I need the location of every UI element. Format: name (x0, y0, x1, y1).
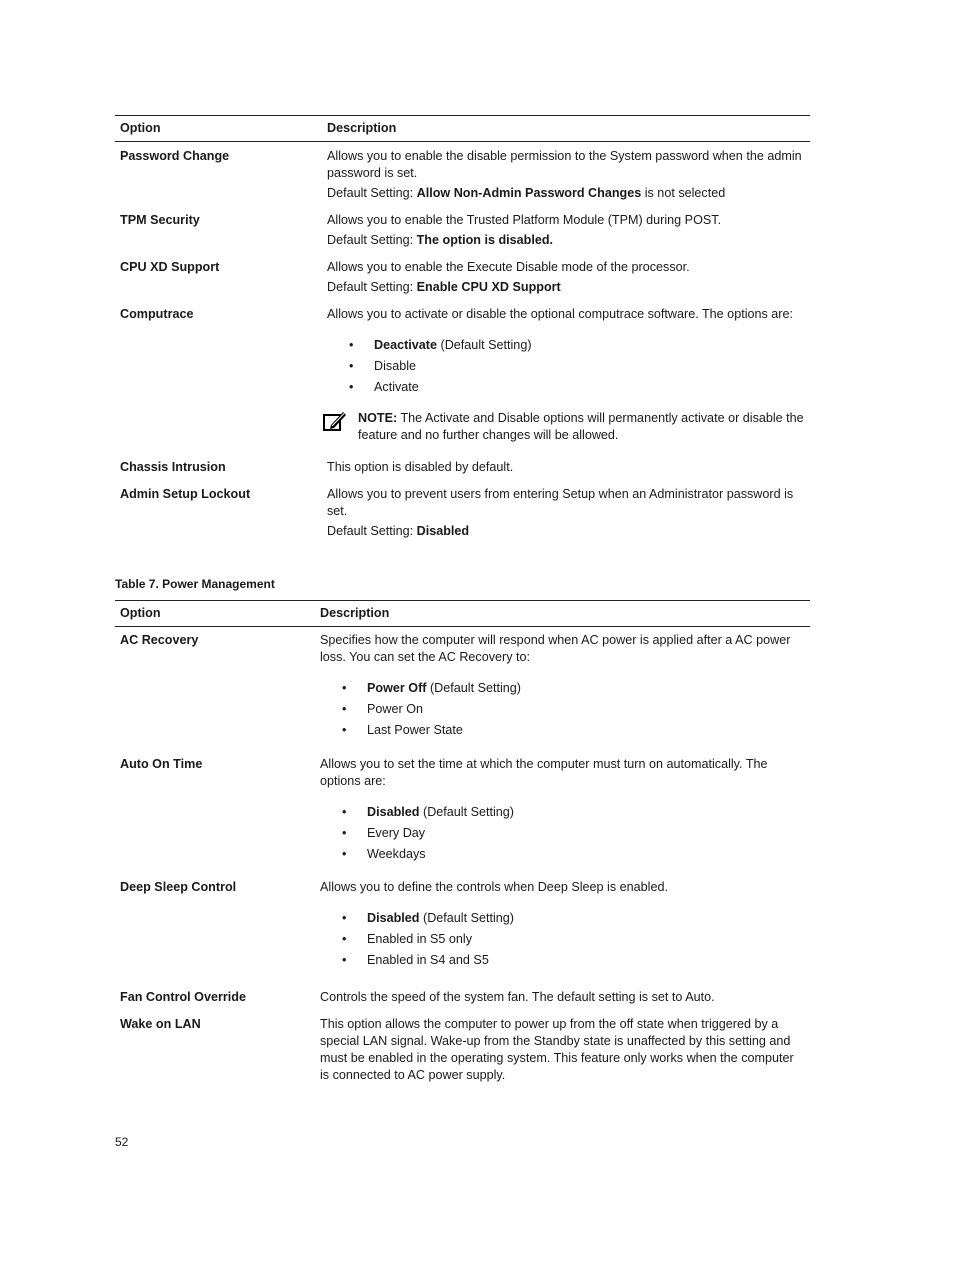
option-description (320, 989, 810, 1006)
note-label: NOTE: (358, 411, 398, 425)
item-rest: (Default Setting) (419, 911, 514, 925)
list-item: • Enabled in S5 only (320, 929, 806, 950)
default-value: Enable CPU XD Support (416, 280, 561, 294)
note-text (358, 410, 806, 444)
note-pencil-icon (323, 410, 353, 434)
list-item: • Every Day (320, 823, 806, 844)
description-text: Allows you to enable the Execute Disable mode of the processor. (327, 260, 690, 274)
option-description (327, 459, 810, 476)
item-rest: (Default Setting) (419, 805, 514, 819)
table-row (115, 1016, 810, 1084)
table-row (115, 632, 810, 741)
table-caption: Table 7. Power Management (115, 577, 275, 591)
list-item (320, 802, 806, 823)
header-option: Option (120, 121, 161, 135)
option-description (327, 486, 810, 540)
description-text: Allows you to set the time at which the computer must turn on automatically. The options are: (320, 757, 768, 788)
option-description (320, 632, 810, 741)
description-text: This option allows the computer to power up from the off state when triggered by a special LAN signal. Wake-up from the Standby state is unaffected by this setting and must be enabled in the operating system. This feature only works when the computer is connected to AC power supply. (320, 1017, 794, 1082)
options-list (320, 802, 806, 865)
default-label: Default Setting: (327, 524, 417, 538)
table-row (115, 879, 810, 971)
options-list (320, 908, 806, 971)
note-body: The Activate and Disable options will permanently activate or disable the feature and no further changes will be allowed. (358, 411, 804, 442)
default-label: Default Setting: (327, 280, 417, 294)
header-option: Option (120, 606, 161, 620)
table-row (115, 212, 810, 249)
option-name: Admin Setup Lockout (120, 487, 251, 501)
option-name: AC Recovery (120, 633, 199, 647)
list-item: • Weekdays (320, 844, 806, 865)
item-bold: Disabled (367, 911, 420, 925)
table-row (115, 459, 810, 476)
default-label: Default Setting: (327, 186, 417, 200)
list-item (327, 335, 806, 356)
description-text: Controls the speed of the system fan. The default setting is set to Auto. (320, 990, 715, 1004)
list-item (320, 678, 806, 699)
option-description (327, 212, 810, 249)
option-name: Fan Control Override (120, 990, 246, 1004)
option-name: TPM Security (120, 213, 200, 227)
table-row (115, 486, 810, 540)
option-description (320, 879, 810, 971)
item-bold: Disabled (367, 805, 420, 819)
default-setting (327, 185, 806, 202)
description-text: This option is disabled by default. (327, 460, 514, 474)
default-value: Allow Non-Admin Password Changes (416, 186, 642, 200)
table-header (115, 600, 810, 627)
list-item: • Activate (327, 377, 806, 398)
table-row (115, 259, 810, 296)
header-description: Description (320, 606, 390, 620)
list-item: • Power On (320, 699, 806, 720)
option-description (320, 1016, 810, 1084)
option-description (320, 756, 810, 865)
power-management-table (115, 600, 810, 1084)
options-list (327, 335, 806, 398)
default-setting (327, 279, 806, 296)
option-name: Wake on LAN (120, 1017, 201, 1031)
header-description: Description (327, 121, 397, 135)
description-text: Allows you to activate or disable the optional computrace software. The options are: (327, 307, 793, 321)
option-name: Chassis Intrusion (120, 460, 226, 474)
list-item: • Disable (327, 356, 806, 377)
default-value: The option is disabled. (416, 233, 554, 247)
page-number: 52 (115, 1135, 129, 1149)
option-name: Password Change (120, 149, 230, 163)
options-list (320, 678, 806, 741)
item-rest: (Default Setting) (426, 681, 521, 695)
option-description (327, 306, 810, 444)
description-text: Allows you to enable the Trusted Platform Module (TPM) during POST. (327, 213, 722, 227)
list-item (320, 908, 806, 929)
option-name: CPU XD Support (120, 260, 220, 274)
default-suffix: is not selected (641, 186, 726, 200)
item-bold: Power Off (367, 681, 427, 695)
option-name: Auto On Time (120, 757, 203, 771)
default-setting (327, 523, 806, 540)
list-item: • Last Power State (320, 720, 806, 741)
option-name: Deep Sleep Control (120, 880, 237, 894)
table-row (115, 306, 810, 444)
description-text: Specifies how the computer will respond when AC power is applied after a AC power loss. You can set the AC Recovery to: (320, 633, 791, 664)
default-value: Disabled (416, 524, 470, 538)
description-text: Allows you to define the controls when Deep Sleep is enabled. (320, 880, 668, 894)
option-description (327, 148, 810, 202)
security-table (115, 115, 810, 540)
table-header (115, 115, 810, 142)
table-row (115, 989, 810, 1006)
table-row (115, 756, 810, 865)
note-box (327, 410, 806, 444)
option-description (327, 259, 810, 296)
default-setting (327, 232, 806, 249)
item-rest: (Default Setting) (437, 338, 532, 352)
item-bold: Deactivate (374, 338, 438, 352)
default-label: Default Setting: (327, 233, 417, 247)
list-item: • Enabled in S4 and S5 (320, 950, 806, 971)
description-text: Allows you to enable the disable permission to the System password when the admin password is set. (327, 149, 802, 180)
table-row (115, 148, 810, 202)
description-text: Allows you to prevent users from entering Setup when an Administrator password is set. (327, 487, 794, 518)
option-name: Computrace (120, 307, 194, 321)
